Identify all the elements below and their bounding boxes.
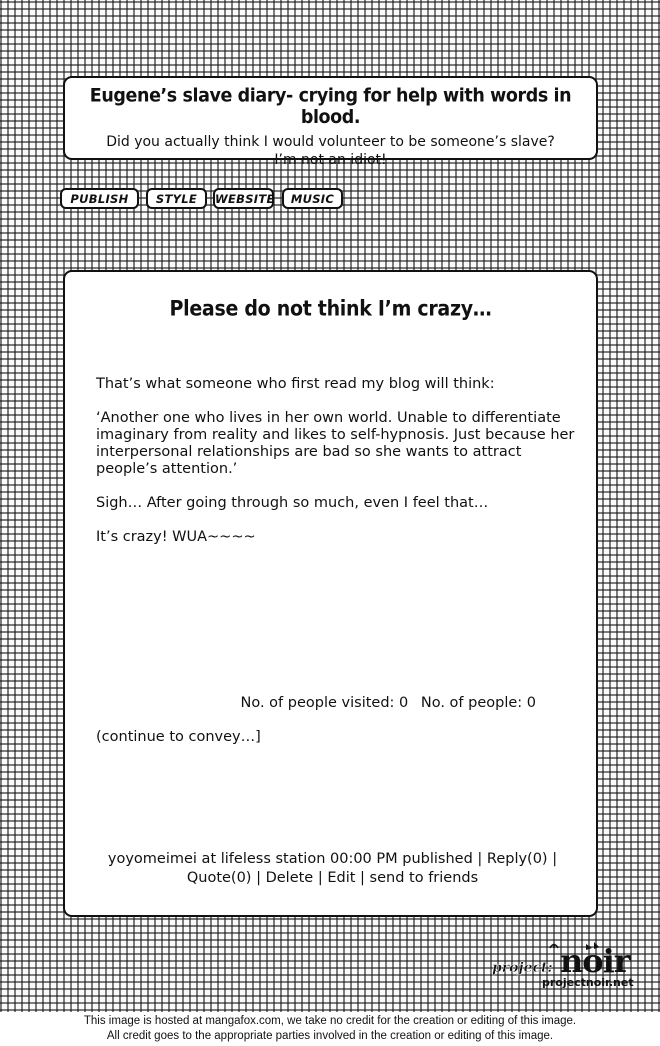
send-to-friends-link[interactable]: send to friends [369,870,479,886]
nav-publish-button[interactable]: PUBLISH [60,188,139,209]
visit-stats [233,695,537,711]
post-meta: yoyomeimei at lifeless station 00:00 PM published [107,851,473,867]
logo-url-text: projectnoir.net [542,976,634,989]
nav-music-button[interactable]: MUSIC [282,188,343,209]
blog-subtitle [65,133,596,169]
edit-link[interactable]: Edit [327,870,356,886]
nav-style-button[interactable]: STYLE [146,188,207,209]
post-paragraph: Sigh… After going through so much, even I feel that… [96,495,489,511]
hosting-credit [0,1012,660,1046]
nav-website-button[interactable]: WEBSITE [213,188,274,209]
continue-link[interactable]: (continue to convey…] [96,729,261,745]
people-count: No. of people: 0 [420,695,536,711]
visited-count: No. of people visited: 0 [240,695,409,711]
delete-link[interactable]: Delete [265,870,314,886]
project-noir-logo [490,938,650,990]
credit-line-1: This image is hosted at mangafox.com, we take no credit for the creation or editing of this image. [83,1015,577,1027]
post-body [96,376,576,563]
logo-project-text: project: [492,960,553,976]
logo-noir-text: noir [560,942,630,980]
post-paragraph: ‘Another one who lives in her own world. Unable to differentiate imaginary from reality and likes to self-hypnosis. Just because her interpersonal relationships are bad so she wants to attract people’s attention.’ [96,410,575,477]
post-paragraph: It’s crazy! WUA~~~~ [96,529,256,545]
quote-link[interactable]: Quote(0) [186,870,252,886]
blog-title: Eugene’s slave diary- crying for help with words in blood. [89,85,572,129]
credit-line-2: All credit goes to the appropriate parties involved in the creation or editing of this image. [106,1030,554,1042]
reply-link[interactable]: Reply(0) [486,851,548,867]
post-panel [63,270,598,917]
blog-header [63,76,598,168]
subtitle-line-1: Did you actually think I would volunteer to be someone’s slave? [106,134,555,150]
subtitle-line-2: I’m not an idiot! [274,152,387,168]
post-footer: yoyomeimei at lifeless station 00:00 PM published | Reply(0) | Quote(0) | Delete | Edit | send to friends [107,851,558,886]
post-paragraph: That’s what someone who first read my blog will think: [96,376,495,392]
post-title: Please do not think I’m crazy… [169,296,492,322]
